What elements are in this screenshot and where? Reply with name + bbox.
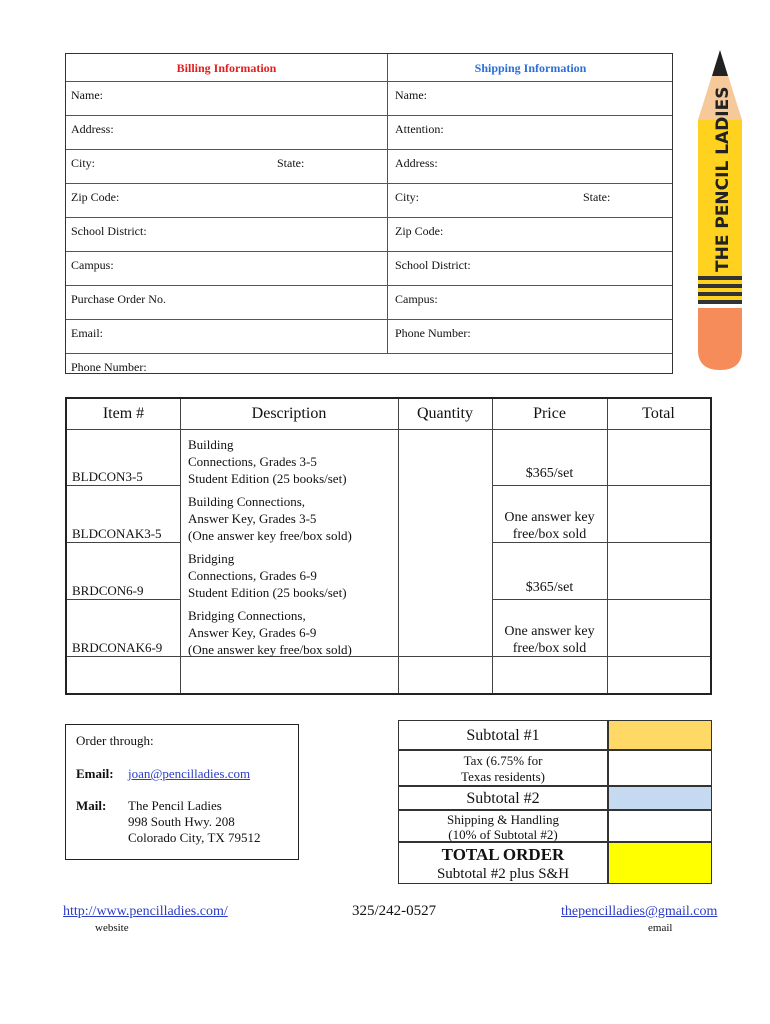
mail-address: The Pencil Ladies 998 South Hwy. 208 Colorado City, TX 79512 bbox=[128, 798, 261, 845]
shipping-address-field[interactable]: Address: bbox=[395, 156, 438, 170]
mail-label: Mail: bbox=[76, 798, 107, 813]
email-label: Email: bbox=[76, 766, 114, 781]
tax-label: Tax (6.75% for Texas residents) bbox=[398, 750, 608, 786]
total-order-label: TOTAL ORDER Subtotal #2 plus S&H bbox=[398, 842, 608, 884]
billing-city-field[interactable]: City: bbox=[71, 156, 96, 170]
shipping-attention-field[interactable]: Attention: bbox=[395, 122, 444, 136]
items-table bbox=[65, 397, 712, 695]
billing-po-field[interactable]: Purchase Order No. bbox=[71, 292, 166, 306]
item-price: One answer key free/box sold bbox=[504, 624, 595, 656]
item-description: Bridging Connections, Grades 6-9 Student Edition (25 books/set) bbox=[188, 551, 347, 600]
phone-number: 325/242-0527 bbox=[352, 903, 437, 919]
subtotal1-value[interactable] bbox=[608, 720, 712, 750]
footer-email-link[interactable]: thepencilladies@gmail.com bbox=[561, 904, 718, 919]
shipping-header: Shipping Information bbox=[474, 61, 587, 75]
website-link[interactable]: http://www.pencilladies.com/ bbox=[63, 904, 228, 919]
shipping-state-field[interactable]: State: bbox=[583, 190, 611, 204]
total-order-value[interactable] bbox=[608, 842, 712, 884]
email-caption: email bbox=[648, 922, 673, 934]
item-price: $365/set bbox=[525, 580, 574, 595]
billing-shipping-table bbox=[65, 53, 673, 374]
billing-state-field[interactable]: State: bbox=[277, 156, 305, 170]
billing-district-field[interactable]: School District: bbox=[71, 224, 147, 238]
item-code: BRDCONAK6-9 bbox=[72, 640, 163, 655]
order-email-link[interactable]: joan@pencilladies.com bbox=[128, 766, 251, 781]
billing-campus-field[interactable]: Campus: bbox=[71, 258, 114, 272]
item-description: Bridging Connections, Answer Key, Grades 6-9 (One answer key free/box sold) bbox=[188, 608, 352, 657]
item-code: BLDCONAK3-5 bbox=[72, 526, 162, 541]
website-caption: website bbox=[95, 922, 129, 934]
subtotal2-label: Subtotal #2 bbox=[398, 786, 608, 810]
shipping-name-field[interactable]: Name: bbox=[395, 88, 427, 102]
billing-address-field[interactable]: Address: bbox=[71, 122, 114, 136]
billing-email-field[interactable]: Email: bbox=[71, 326, 103, 340]
tax-value[interactable] bbox=[608, 750, 712, 786]
item-description: Building Connections, Grades 3-5 Student Edition (25 books/set) bbox=[188, 437, 347, 486]
shipping-district-field[interactable]: School District: bbox=[395, 258, 471, 272]
billing-header: Billing Information bbox=[176, 61, 277, 75]
header-total: Total bbox=[642, 405, 675, 422]
item-price: One answer key free/box sold bbox=[504, 510, 595, 542]
shipping-zip-field[interactable]: Zip Code: bbox=[395, 224, 444, 238]
shipping-handling-value[interactable] bbox=[608, 810, 712, 842]
subtotal2-value[interactable] bbox=[608, 786, 712, 810]
logo-text: THE PENCIL LADIES bbox=[713, 86, 733, 272]
header-description: Description bbox=[251, 405, 327, 422]
shipping-campus-field[interactable]: Campus: bbox=[395, 292, 438, 306]
header-item: Item # bbox=[102, 405, 145, 422]
header-quantity: Quantity bbox=[417, 405, 473, 422]
order-through-box bbox=[65, 724, 299, 860]
billing-name-field[interactable]: Name: bbox=[71, 88, 103, 102]
billing-phone-field[interactable]: Phone Number: bbox=[71, 360, 147, 374]
item-price: $365/set bbox=[525, 466, 574, 481]
billing-zip-field[interactable]: Zip Code: bbox=[71, 190, 120, 204]
item-description: Building Connections, Answer Key, Grades 3-5 (One answer key free/box sold) bbox=[188, 494, 352, 543]
shipping-city-field[interactable]: City: bbox=[395, 190, 420, 204]
pencil-logo bbox=[690, 50, 750, 370]
item-code: BLDCON3-5 bbox=[72, 469, 143, 484]
order-title: Order through: bbox=[76, 733, 154, 748]
shipping-handling-label: Shipping & Handling (10% of Subtotal #2) bbox=[398, 810, 608, 842]
shipping-phone-field[interactable]: Phone Number: bbox=[395, 326, 471, 340]
item-code: BRDCON6-9 bbox=[72, 583, 144, 598]
subtotal1-label: Subtotal #1 bbox=[398, 720, 608, 750]
header-price: Price bbox=[533, 405, 566, 422]
